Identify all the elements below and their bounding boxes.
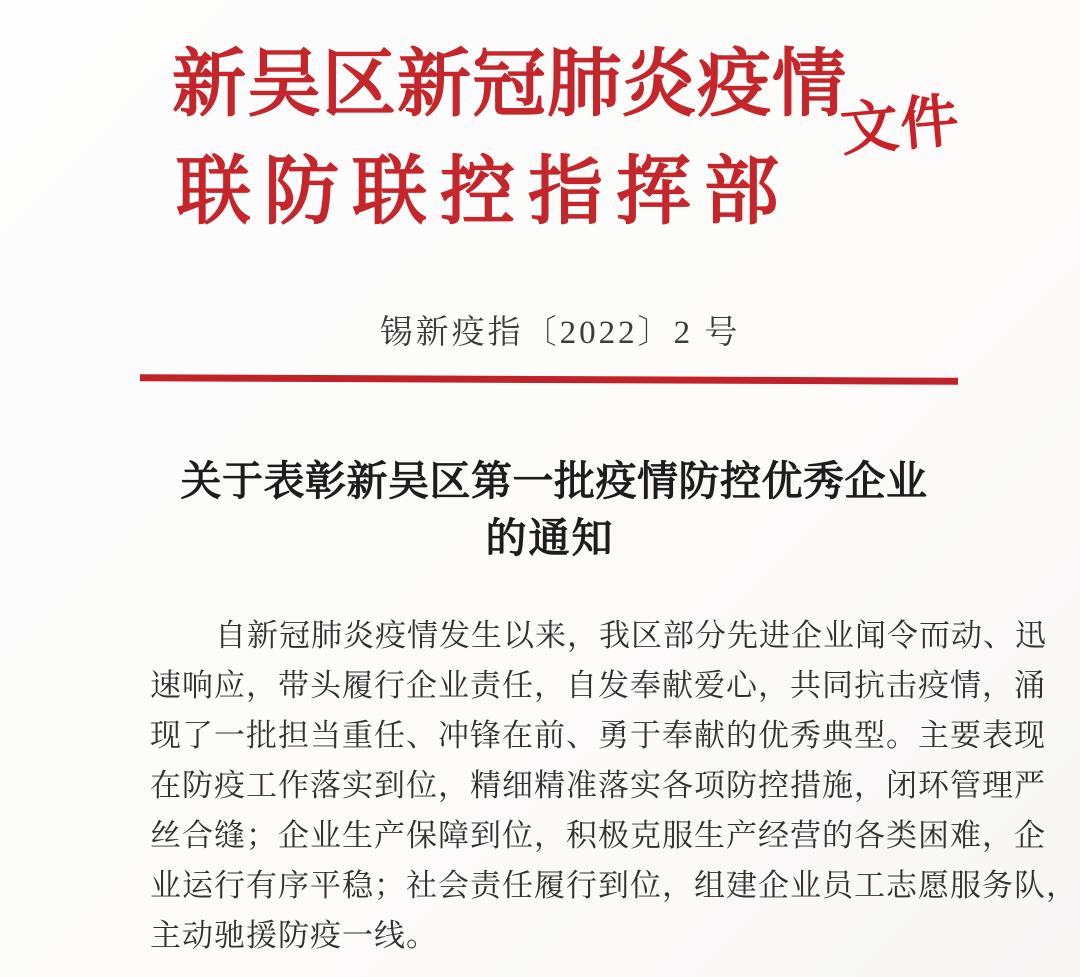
body-line: 在防疫工作落实到位，精细精准落实各项防控措施，闭环管理严 (150, 768, 1046, 803)
red-divider-rule (140, 374, 958, 385)
body-line: 丝合缝；企业生产保障到位，积极克服生产经营的各类困难，企 (150, 818, 1046, 853)
body-line: 自新冠肺炎疫情发生以来，我区部分先进企业闻令而动、迅 (215, 618, 1047, 653)
issuing-org-name-line1: 新吴区新冠肺炎疫情 (172, 44, 847, 126)
body-paragraph (150, 611, 1078, 961)
body-line: 现了一批担当重任、冲锋在前、勇于奉献的优秀典型。主要表现 (150, 718, 1046, 753)
document-title-line1: 关于表彰新吴区第一批疫情防控优秀企业 (180, 458, 928, 504)
body-line: 速响应，带头履行企业责任，自发奉献爱心，共同抗击疫情，涌 (150, 668, 1046, 703)
document-title-line2: 的通知 (485, 515, 615, 561)
document-type-label: 文件 (837, 87, 964, 164)
body-line: 主动驰援防疫一线。 (150, 918, 438, 953)
issuing-org-name-line2: 联防联控指挥部 (176, 151, 793, 234)
body-line: 业运行有序平稳；社会责任履行到位，组建企业员工志愿服务队， (150, 868, 1078, 903)
document-reference-number: 锡新疫指〔2022〕2 号 (379, 315, 741, 351)
